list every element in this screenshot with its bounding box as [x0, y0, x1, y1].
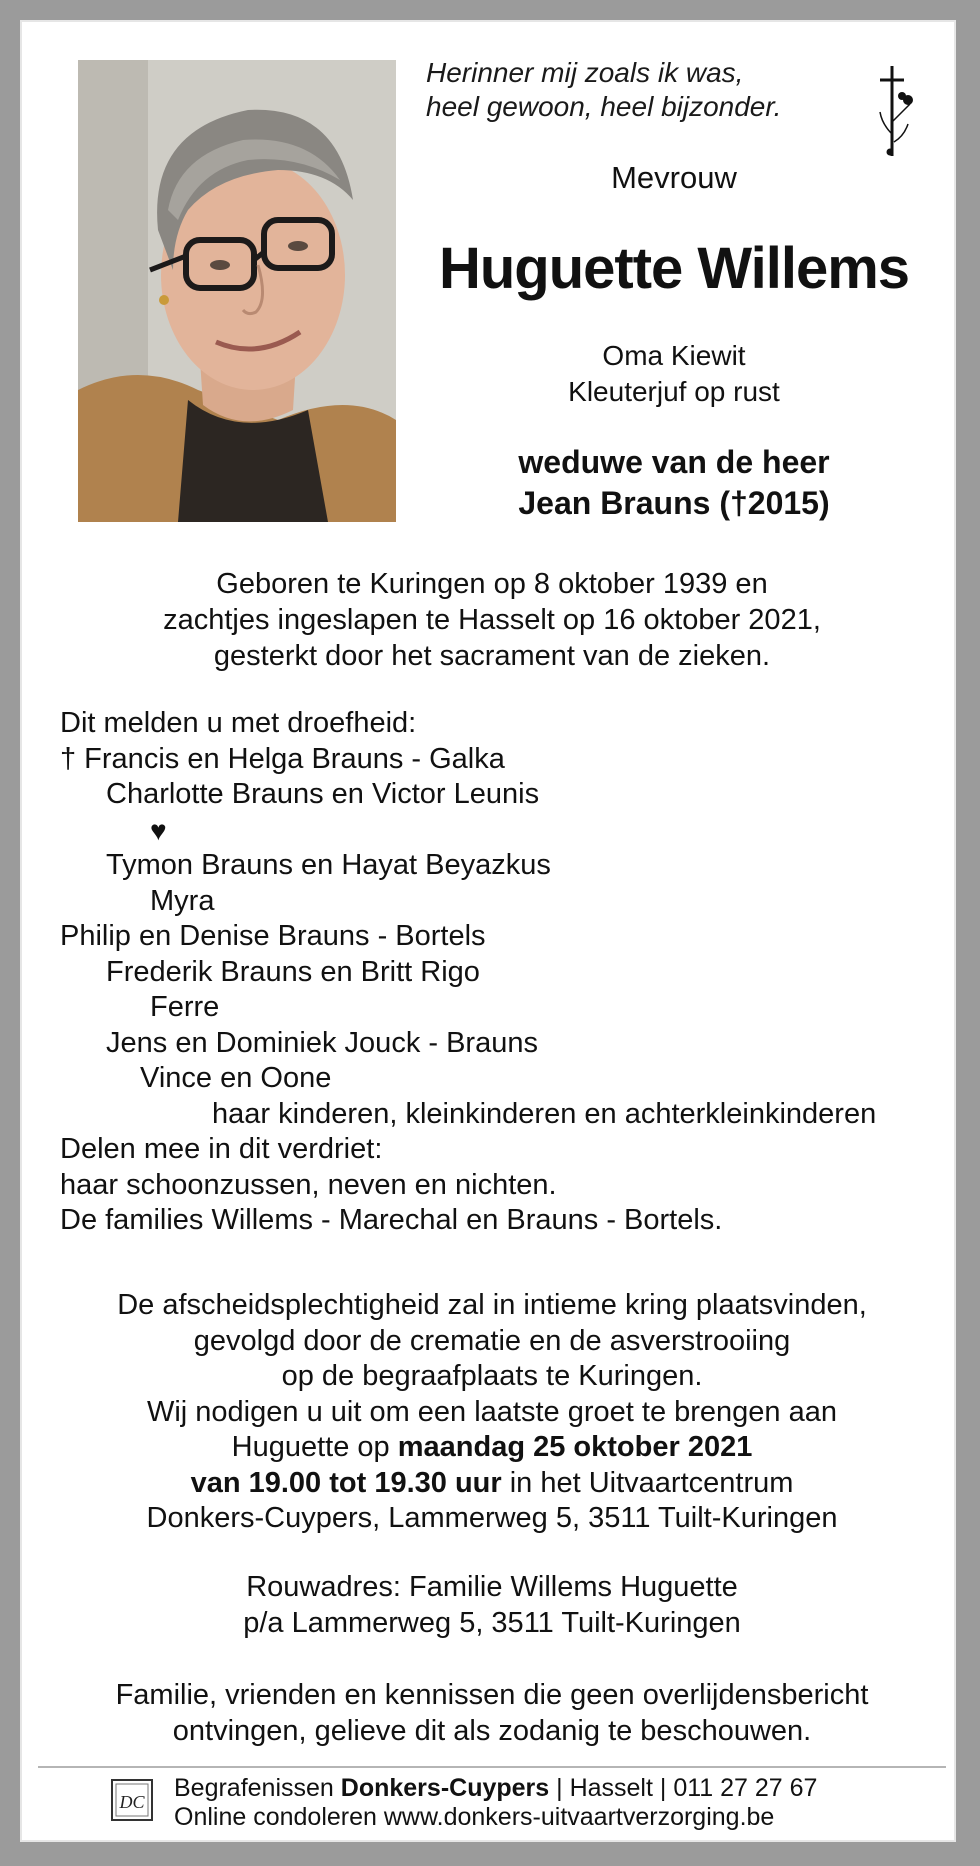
mourner-line: Delen mee in dit verdriet: [60, 1133, 383, 1165]
mourning-address [42, 1570, 942, 1641]
deceased-name: Huguette Willems [438, 236, 910, 301]
birth-death-info [42, 566, 942, 674]
mourner-line: Vince en Oone [140, 1062, 332, 1094]
ceremony-line-6-post: in het Uitvaartcentrum [501, 1466, 794, 1499]
widow-line-1: weduwe van de heer [518, 444, 830, 480]
family-summary: haar kinderen, kleinkinderen en achterkleinkinderen [212, 1097, 877, 1130]
closing-notice [42, 1678, 942, 1749]
ceremony-line-2: gevolgd door de crematie en de asverstrooiing [193, 1324, 791, 1357]
ceremony-line-5 [42, 1430, 942, 1466]
ceremony-line-1: De afscheidsplechtigheid zal in intieme kring plaatsvinden, [117, 1289, 867, 1321]
footer-pre: Begrafenissen [174, 1774, 341, 1802]
logo-text: DC [119, 1792, 145, 1812]
poem-line-1: Herinner mij zoals ik was, [426, 57, 744, 88]
poem-quote [426, 56, 846, 124]
address-line-1: Rouwadres: Familie Willems Huguette [246, 1571, 738, 1603]
obituary-card [20, 20, 956, 1842]
mourner-line: Charlotte Brauns en Victor Leunis [106, 778, 540, 810]
birth-line-1: Geboren te Kuringen op 8 oktober 1939 en [216, 568, 768, 600]
mourner-line: Jens en Dominiek Jouck - Brauns [106, 1026, 538, 1059]
mourner-line: Philip en Denise Brauns - Bortels [60, 920, 486, 952]
ceremony-line-3: op de begraafplaats te Kuringen. [281, 1360, 703, 1392]
ceremony-date: maandag 25 oktober 2021 [397, 1431, 753, 1463]
mourners-list [60, 706, 940, 1239]
funeral-home-logo [110, 1778, 154, 1822]
notice-line-1: Familie, vrienden en kennissen die geen overlijdensbericht [115, 1679, 869, 1711]
mourner-line: De families Willems - Marechal en Brauns - Bortels. [60, 1204, 723, 1236]
cross-flower-icon [874, 62, 924, 162]
birth-line-2: zachtjes ingeslapen te Hasselt op 16 oktober 2021, [163, 604, 821, 636]
ceremony-line-5-pre: Huguette op [231, 1431, 398, 1463]
title-prefix: Mevrouw [611, 160, 737, 195]
footer-info [174, 1774, 817, 1832]
mourner-line: haar schoonzussen, neven en nichten. [60, 1168, 557, 1201]
occupation: Kleuterjuf op rust [568, 376, 780, 407]
mourner-line: Frederik Brauns en Britt Rigo [106, 955, 480, 988]
nickname: Oma Kiewit [602, 340, 746, 371]
epithets [406, 338, 942, 410]
mourners-intro: Dit melden u met droefheid: [60, 707, 417, 739]
ceremony-line-4: Wij nodigen u uit om een laatste groet te brengen aan [146, 1395, 837, 1428]
poem-line-2: heel gewoon, heel bijzonder. [426, 91, 782, 122]
mourner-line: Ferre [150, 991, 220, 1023]
footer-contact: | Hasselt | 011 27 27 67 [549, 1774, 818, 1802]
portrait-photo [78, 60, 396, 522]
mourner-line: Myra [150, 884, 215, 917]
ceremony-line-6 [42, 1466, 942, 1502]
address-line-2: p/a Lammerweg 5, 3511 Tuilt-Kuringen [243, 1606, 741, 1639]
widow-line-2: Jean Brauns (†2015) [518, 485, 830, 521]
heart-icon: ♥ [150, 814, 167, 846]
ceremony-time: van 19.00 tot 19.30 uur [190, 1466, 502, 1499]
widow-notice [406, 442, 942, 524]
mourner-line: Tymon Brauns en Hayat Beyazkus [106, 849, 551, 881]
footer-company: Donkers-Cuypers [340, 1774, 550, 1802]
footer-line-1 [174, 1774, 817, 1803]
footer-divider [38, 1766, 946, 1768]
mourner-line: † Francis en Helga Brauns - Galka [60, 742, 505, 775]
portrait-illustration [78, 60, 396, 522]
notice-line-2: ontvingen, gelieve dit als zodanig te beschouwen. [172, 1714, 812, 1747]
footer-online-link[interactable]: Online condoleren www.donkers-uitvaartverzorging.be [174, 1803, 775, 1831]
ceremony-info [42, 1288, 942, 1537]
birth-line-3: gesterkt door het sacrament van de zieken. [213, 640, 771, 672]
ceremony-line-7: Donkers-Cuypers, Lammerweg 5, 3511 Tuilt-Kuringen [146, 1502, 838, 1534]
